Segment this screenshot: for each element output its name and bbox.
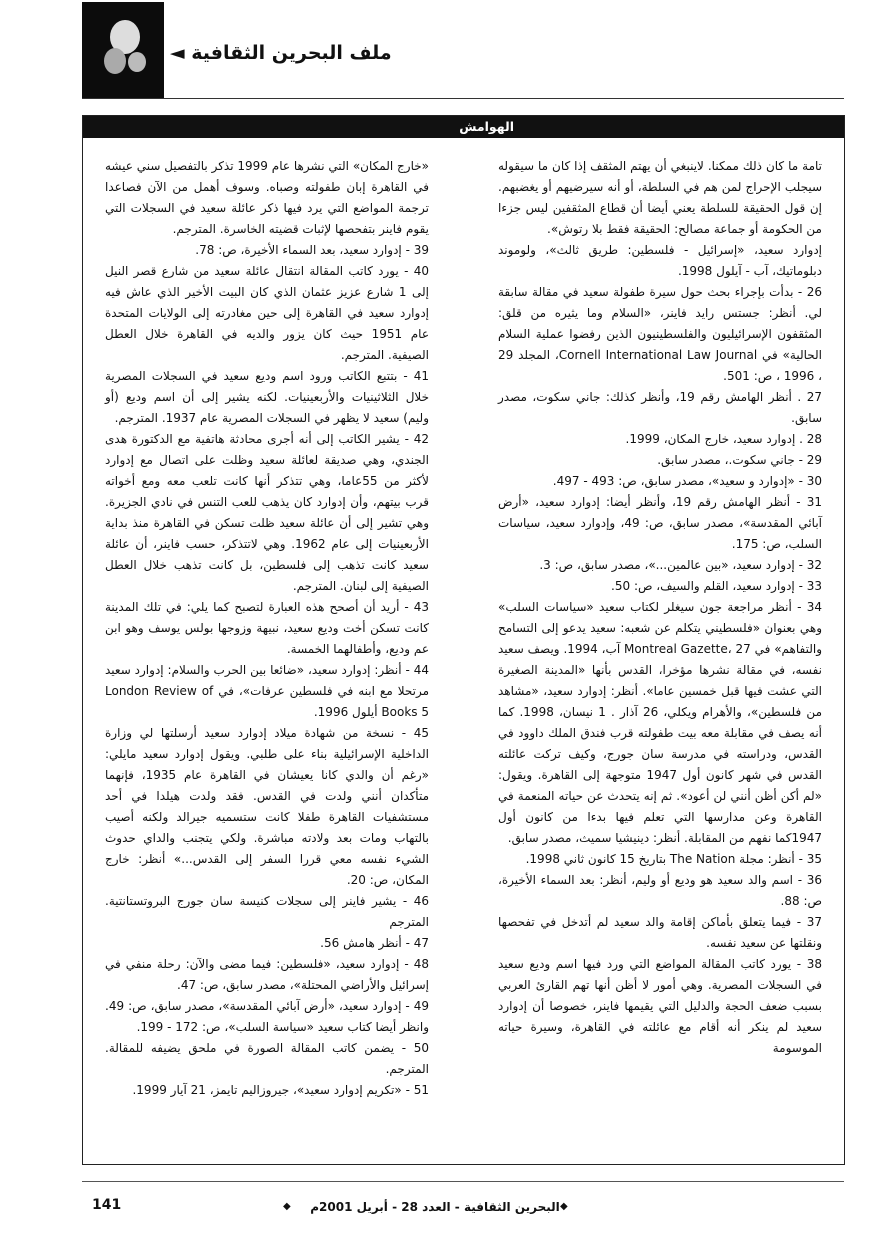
footnote-paragraph: 45 - نسخة من شهادة ميلاد إدوارد سعيد أرسلتها لي وزارة الداخلية الإسرائيلية بناء على طلبي. ويقول إدوارد سعيد مايلي: «رغم أن والدي كانا يعيشان في القاهرة عام 1935، فإنهما متأكدان أنني ولدت في القدس. فقد ولدت هيلدا في أحد مستشفيات القاهرة طفلا كانت ستسميه جيرالد ولكنه أصيب بالتهاب ومات بعد ولادته مباشرة. ولكي يتجنب والداي حدوث الشيء نفسه معي قررا السفر إلى القدس...» أنظر: خارج المكان، ص: 20. — [105, 726, 429, 887]
right-column — [498, 156, 822, 1059]
footnote-paragraph: 35 - أنظر: مجلة The Nation بتاريخ 15 كانون ثاني 1998. — [525, 852, 822, 866]
author-portrait-photo — [82, 2, 164, 98]
footnote-paragraph: 41 - بتتبع الكاتب ورود اسم وديع سعيد في السجلات المصرية خلال الثلاثينيات والأربعينيات. لكنه يشير إلى أن اسم وديع (أو وليم) سعيد لا يظهر في السجلات المصرية عام 1937. المترجم. — [105, 369, 429, 425]
page-number: 141 — [92, 1197, 122, 1213]
footnote-paragraph: 47 - أنظر هامش 56. — [320, 936, 429, 950]
footnote-paragraph: 34 - أنظر مراجعة جون سيغلر لكتاب سعيد «سياسات السلب» وهي بعنوان «فلسطيني يتكلم عن شعبه: سعيد يدعو إلى التسامح والتفاهم» في Montreal Gazette، 27 آب، 1994. ويصف سعيد نفسه، في مقالة نشرها مؤخرا، القدس بأنها «المدينة الصغيرة التي عشت فيها قبل خمسين عاما». أنظر: إدوارد سعيد، «مشاهد من فلسطين»، والأهرام ويكلي، 26 آذار . 1 نيسان، 1998. كما أنه يصف في مقابلة معه بيت طفولته قرب فندق الملك داوود في القدس، ودراسته في مدرسة سان جورج، وكيف تركت عائلته القدس في شهر كانون أول 1947 متوجهة إلى القاهرة. ويقول: «لم أكن أظن أنني لن أعود». ثم إنه يتحدث عن حياته المنعمة في القاهرة وعن مدارسها التي تعلم فيها بدءا من كانون أول 1947كما نفهم من المقابلة. أنظر: دينيشيا سميث، مصدر سابق. — [498, 600, 823, 845]
footer-divider — [82, 1181, 844, 1182]
footnote-paragraph: 30 - «إدوارد و سعيد»، مصدر سابق، ص: 493 - 497. — [552, 474, 822, 488]
footnote-paragraph: 40 - يورد كاتب المقالة انتقال عائلة سعيد من شارع قصر النيل إلى 1 شارع عزيز عثمان الذي كان البيت الأخير الذي عاش فيه إدوارد سعيد في القاهرة إلى حين مغادرته إلى الولايات المتحدة عام 1951 حيث كان يزور والديه في القاهرة خلال العطل الصيفية. المترجم. — [105, 264, 429, 362]
footnote-paragraph: 38 - يورد كاتب المقالة المواضع التي ورد فيها اسم وديع سعيد في السجلات المصرية. وهي أمور لا أظن أنها تهم القارئ العربي بسبب ضعف الحجة والدليل التي يقيمها فاينر، خصوصا أن إدوارد سعيد لم ينكر أنه أقام مع عائلته في القاهرة، وسيرة حياته الموسومة — [498, 957, 822, 1055]
footnote-paragraph: تامة ما كان ذلك ممكنا. لاينبغي أن يهتم المثقف إذا كان ما سيقوله سيجلب الإحراج لمن هم في السلطة، أو أنه سيرضيهم أو يغضبهم. إن قول الحقيقة للسلطة يعني أيضا أن قطاع المثقفين ليس جزءا من الحكومة أو جماعة مصالح: الحقيقة فقط بلا رتوش». — [498, 159, 822, 236]
section-title-bar — [83, 116, 844, 138]
footnote-paragraph: 44 - أنظر: إدوارد سعيد، «ضائعا بين الحرب والسلام: إدوارد سعيد مرتحلا مع ابنه في فلسطين عرفات»، في London Review of Books 5 أيلول 1996. — [105, 663, 429, 719]
footnote-paragraph: 50 - يضمن كاتب المقالة الصورة في ملحق يضيفه للمقالة. المترجم. — [105, 1041, 429, 1076]
footnote-paragraph: 43 - أريد أن أصحح هذه العبارة لتصبح كما يلي: في تلك المدينة كانت تسكن أخت وديع سعيد، نبيهة وزوجها بولس يوسف وهو ابن عم وديع، وأطفالهما الخمسة. — [105, 600, 429, 656]
page-header-title: ملف البحرين الثقافية ◄ — [170, 42, 392, 64]
footnote-paragraph: 27 . أنظر الهامش رقم 19، وأنظر كذلك: جاني سكوت، مصدر سابق. — [498, 390, 822, 425]
footnote-paragraph: 33 - إدوارد سعيد، القلم والسيف، ص: 50. — [611, 579, 822, 593]
footnote-paragraph: 46 - يشير فاينر إلى سجلات كنيسة سان جورج البروتستانتية. المترجم — [105, 894, 429, 929]
footnote-paragraph: 29 - جاني سكوت.، مصدر سابق. — [657, 453, 822, 467]
footnote-paragraph: 42 - يشير الكاتب إلى أنه أجرى محادثة هاتفية مع الدكتورة هدى الجندي، وهي صديقة لعائلة سعيد وظلت على اتصال مع إدوارد لأكثر من 55عاما، وهي تتذكر أنها كانت تلعب معه ومع أخواته قرب بيتهم، وأن إدوارد كان يذهب للعب التنس في نادي الجزيرة. وهي تشير إلى أن عائلة سعيد ظلت تسكن في القاهرة منذ بداية الأربعينيات إلى عام 1962. وهي لاتتذكر، حسب فاينر، أن عائلة سعيد كانت تذهب إلى فلسطين، بل كانت تذهب خلال العطل الصيفية إلى لبنان. المترجم. — [105, 432, 429, 593]
footnote-paragraph: 28 . إدوارد سعيد، خارج المكان، 1999. — [625, 432, 822, 446]
footnote-paragraph: 49 - إدوارد سعيد، «أرض آبائي المقدسة»، مصدر سابق، ص: 49. وانظر أيضا كتاب سعيد «سياسة السلب»، ص: 172 - 199. — [105, 999, 429, 1034]
footnote-paragraph: 31 - أنظر الهامش رقم 19، وأنظر أيضا: إدوارد سعيد، «أرض آبائي المقدسة»، مصدر سابق، ص: 49، وإدوارد سعيد، سياسات السلب، ص: 175. — [498, 495, 823, 551]
left-column — [105, 156, 429, 1101]
diamond-icon: ◆ — [283, 1201, 291, 1212]
footnotes-frame — [82, 115, 845, 1165]
footnote-paragraph: «خارج المكان» التي نشرها عام 1999 تذكر بالتفصيل سني عيشه في القاهرة إبان طفولته وصباه. وسوف أهمل من الآن فصاعدا ترجمة المواضع التي يرد فيها ذكر عائلة سعيد في السجلات التي يقوم فاينر بتفحصها لإثبات قضيته الخاسرة. المترجم. — [105, 159, 429, 236]
footnote-paragraph: 39 - إدوارد سعيد، بعد السماء الأخيرة، ص: 78. — [195, 243, 429, 257]
section-title: الهوامش — [459, 119, 514, 134]
footnote-paragraph: 37 - فيما يتعلق بأماكن إقامة والد سعيد لم أتدخل في تفحصها ونقلتها عن سعيد نفسه. — [498, 915, 822, 950]
footer-issue-text: البحرين الثقافية - العدد 28 - أبريل 2001م — [310, 1200, 560, 1214]
footnote-paragraph: إدوارد سعيد، «إسرائيل - فلسطين: طريق ثالث»، ولوموند دبلوماتيك، آب - آيلول 1998. — [498, 243, 822, 278]
footnote-paragraph: 48 - إدوارد سعيد، «فلسطين: فيما مضى والآن: رحلة منفي في إسرائيل والأراضي المحتلة»، مصدر سابق، ص: 47. — [105, 957, 429, 992]
footnote-paragraph: 51 - «تكريم إدوارد سعيد»، جيروزاليم تايمز، 21 آيار 1999. — [132, 1083, 429, 1097]
footnote-paragraph: 32 - إدوارد سعيد، «بين عالمين...»، مصدر سابق، ص: 3. — [539, 558, 822, 572]
header-divider — [82, 98, 844, 99]
diamond-icon: ◆ — [560, 1201, 568, 1212]
footnote-paragraph: 36 - اسم والد سعيد هو وديع أو وليم، أنظر: بعد السماء الأخيرة، ص: 88. — [498, 873, 822, 908]
footnote-paragraph: 26 - بدأت بإجراء بحث حول سيرة طفولة سعيد في مقالة سابقة لي. أنظر: جستس رايد فاينر، «السلام وما يثيره من قلق: المثقفون الإسرائيليون والفلسطينيون الذين رفضوا عملية السلام الحالية» في Cornell International Law Journal، المجلد 29 ، 1996 ، ص: 501. — [498, 285, 822, 383]
